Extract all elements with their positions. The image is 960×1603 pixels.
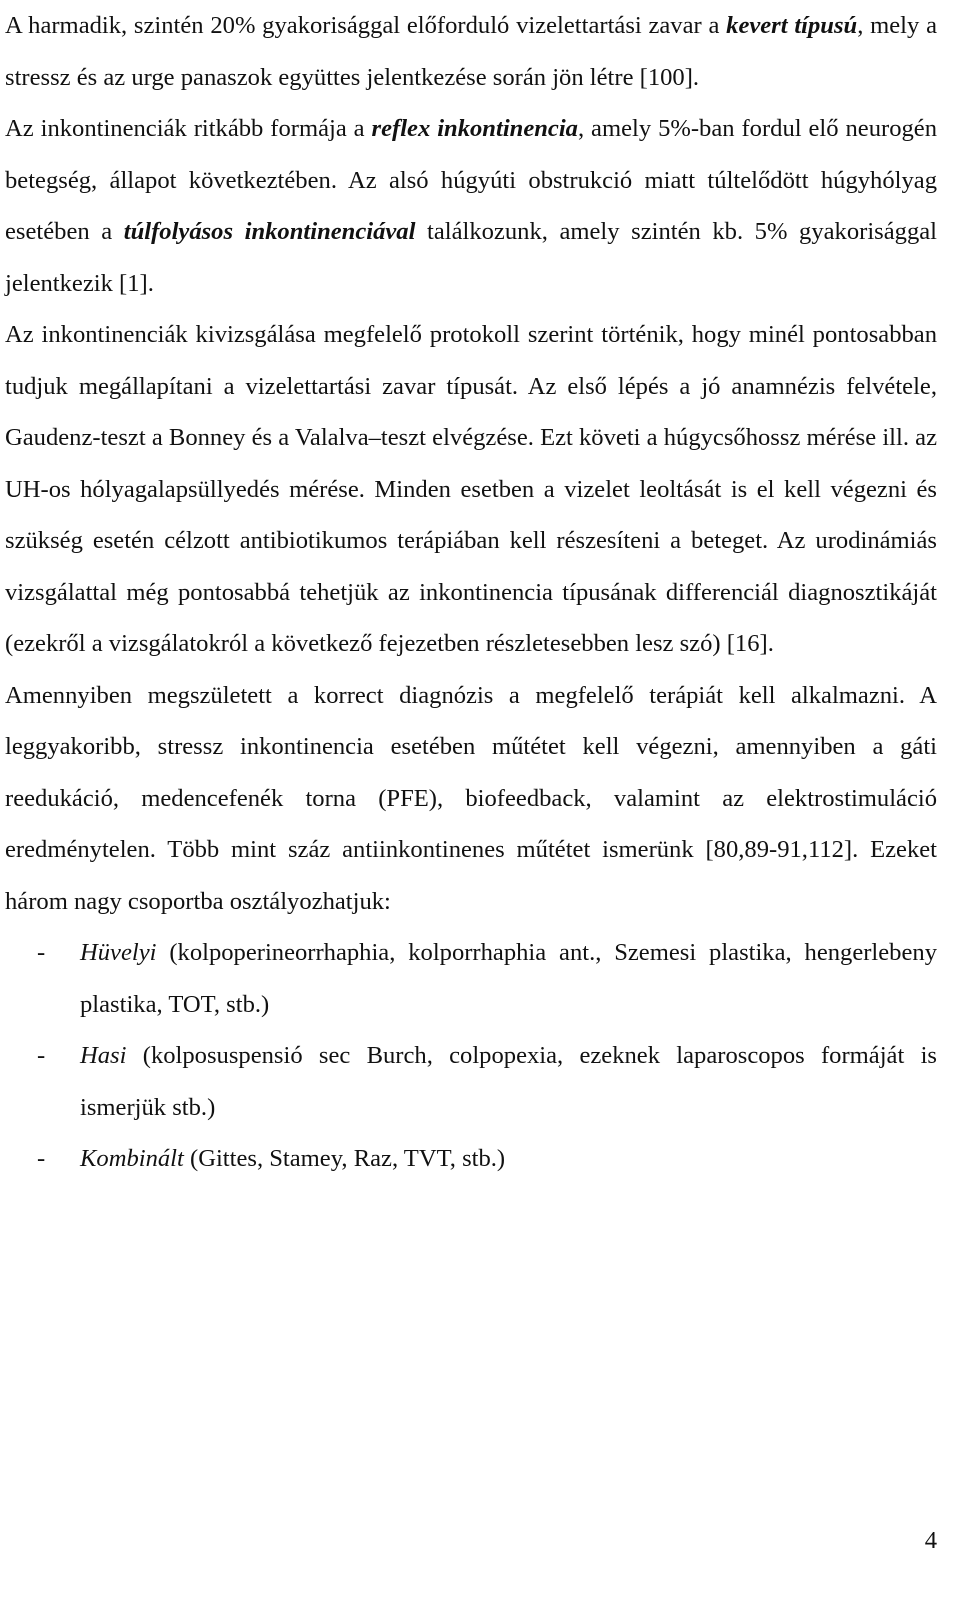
paragraph-terapia: Amennyiben megszületett a korrect diagnózis a megfelelő terápiát kell alkalmazni. A leggyakoribb, stressz inkontinencia esetében műtétet kell végezni, amennyiben a gáti reedukáció, medencefenék torna (PFE), biofeedback, valamint az elektrostimuláció eredménytelen. Több mint száz antiinkontinenes műtétet ismerünk [80,89-91,112]. Ezeket három nagy csoportba osztályozhatjuk:: [5, 681, 937, 915]
text-run: , amely 5%-ban fordul elő neurogén betegség, állapot következtében. Az alsó húgyúti obstrukció miatt túltelődött húgyhólyag esetében a: [5, 115, 937, 245]
text-run: találkozunk, amely szintén kb. 5% gyakorisággal jelentkezik [1].: [5, 218, 937, 297]
text-run: Az inkontinenciák ritkább formája a: [5, 115, 372, 142]
emphasis-term: reflex inkontinencia: [371, 115, 578, 142]
paragraph-mixed-type: [5, 0, 937, 103]
list-dash: -: [37, 939, 46, 966]
list-item-description: (Gittes, Stamey, Raz, TVT, stb.): [183, 1145, 506, 1172]
surgery-group-list: [5, 927, 937, 1185]
list-item-term: Hasi: [80, 1042, 127, 1069]
paragraph-reflex-inkontinencia: [5, 103, 937, 309]
list-item: [5, 1133, 937, 1185]
list-item-description: (kolposuspensió sec Burch, colpopexia, ezeknek laparoscopos formáját is ismerjük stb.): [80, 1042, 937, 1121]
paragraph-kivizsgalas: Az inkontinenciák kivizsgálása megfelelő protokoll szerint történik, hogy minél pontosabban tudjuk megállapítani a vizelettartási zavar típusát. Az első lépés a jó anamnézis felvétele, Gaudenz-teszt a Bonney és a Valalva–teszt elvégzése. Ezt követi a húgycsőhossz mérése ill. az UH-os hólyagalapsüllyedés mérése. Minden esetben a vizelet leoltását is el kell végezni és szükség esetén célzott antibiotikumos terápiában kell részesíteni a beteget. Az urodinámiás vizsgálattal még pontosabbá tehetjük az inkontinencia típusának differenciál diagnosztikáját (ezekről a vizsgálatokról a következő fejezetben részletesebben lesz szó) [16].: [5, 321, 937, 657]
text-run: A harmadik, szintén 20% gyakorisággal előforduló vizelettartási zavar a: [5, 12, 727, 39]
emphasis-term: túlfolyásos inkontinenciával: [123, 218, 416, 245]
emphasis-term: kevert típusú: [726, 12, 858, 39]
document-page: [5, 0, 937, 1185]
text-run: , mely a stressz és az urge panaszok együttes jelentkezése során jön létre [100].: [5, 12, 937, 91]
list-item: [5, 1030, 937, 1133]
list-item-term: Kombinált: [80, 1145, 184, 1172]
page-number: 4: [924, 1527, 937, 1554]
list-dash: -: [37, 1145, 46, 1172]
list-item: [5, 927, 937, 1030]
list-item-term: Hüvelyi: [80, 939, 157, 966]
list-item-description: (kolpoperineorrhaphia, kolporrhaphia ant., Szemesi plastika, hengerlebeny plastika, TOT, stb.): [80, 939, 937, 1018]
list-dash: -: [37, 1042, 46, 1069]
